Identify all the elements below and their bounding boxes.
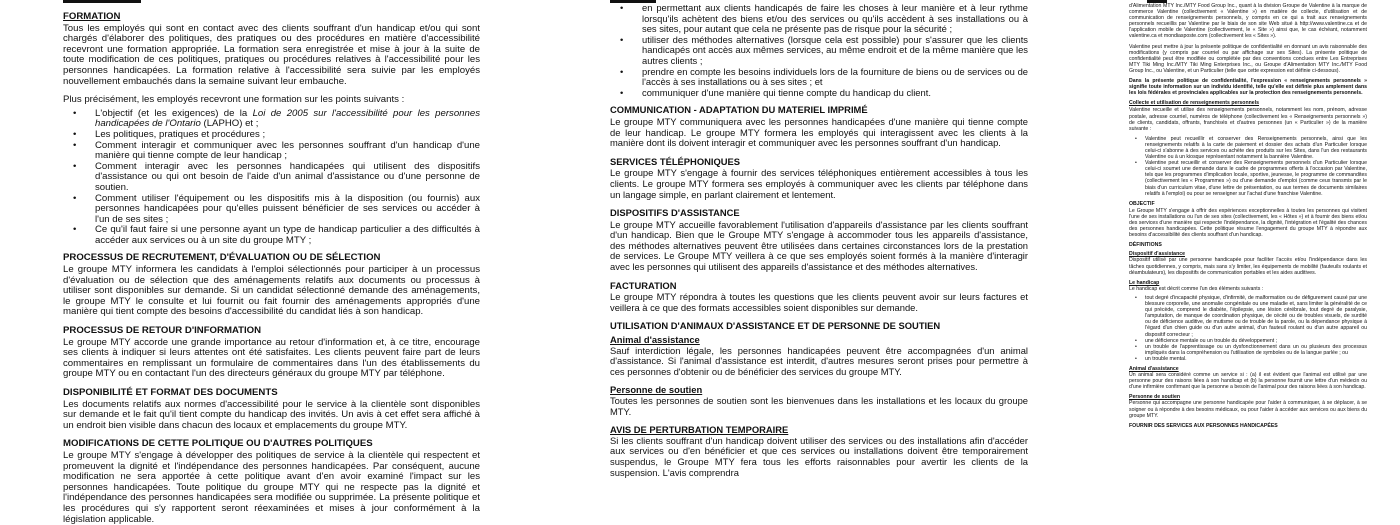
list-item: • Valentine peut recueillir et conserver des Renseignements personnels, ainsi que les renseignements relatifs à la carte de paiement et dossier des achats d'un Particulier lorsque celui-ci s'abonne à des services ou achète des produits sur les Sites, dans l'un des restaurants Valentine ou à un kiosque représentant notamment la bannière Valentine. — [1145, 136, 1367, 160]
recruitment-heading: PROCESSUS DE RECRUTEMENT, D'ÉVALUATION OU DE SÉLECTION — [63, 252, 381, 264]
phone-paragraph: Le groupe MTY s'engage à fournir des services téléphoniques entièrement accessibles à tous les clients. Le groupe MTY formera ses employés à communiquer avec les clients par téléphone dans un langage simple, en parlant clairement et lentement. — [610, 167, 1028, 200]
definitions-heading: DÉFINITIONS — [1129, 242, 1162, 249]
objectif-paragraph: Le Groupe MTY s'engage à offrir des expériences exceptionnelles à toutes les personnes qui visitent l'une de ses installations ou l'un de ses sites (collectivement, les « Hôtes ») et à fournir des biens et/ou des services d'une manière qui respecte l'indépendance, la dignité, l'intégration et l'égalité des chances des personnes handicapées. Cette politique résume l'engagement du groupe MTY à répondre aux besoins d'accessibilité des clients souffrant d'un handicap. — [1129, 207, 1367, 239]
list-item: • Ce qu'il faut faire si une personne ayant un type de handicap particulier a des difficultés à accéder aux services ou à un site du groupe MTY ; — [95, 225, 480, 246]
list-item: • utiliser des méthodes alternatives (lorsque cela est possible) pour s'assurer que les clients handicapés ont accès aux mêmes services, au même endroit et de la même manière que les autres clients ; — [642, 35, 1028, 67]
support-paragraph: Toutes les personnes de soutien sont les bienvenues dans les installations et les locaux du groupe MTY. — [610, 395, 1028, 417]
devices-heading: DISPOSITIFS D'ASSISTANCE — [610, 207, 740, 219]
objectif-heading: OBJECTIF — [1129, 200, 1155, 207]
services-heading: FOURNIR DES SERVICES AUX PERSONNES HANDICAPÉES — [1129, 422, 1278, 429]
formation-list — [63, 109, 480, 247]
billing-paragraph: Le groupe MTY répondra à toutes les questions que les clients peuvent avoir sur leurs factures et veillera à ce que des formats accessibles soient disponibles sur demande. — [610, 291, 1028, 313]
list-item: • une déficience mentale ou un trouble du développement ; — [1145, 338, 1367, 344]
intro-paragraph: d'Alimentation MTY Inc./MTY Food Group Inc., quant à la division Groupe de Valentine à la marque de commerce Valentine (collectivement « Valentine ») en matière de collecte, d'utilisation et de communication de renseignements personnels, y compris en ce qui a trait aux renseignements personnels recueillis par Valentine par le biais de son site Web situé à http://www.valentine.ca et de l'application mobile de Valentine (collectivement, le « Site ») ainsi que, le cas échéant, notamment valentine.ca et mondiasposte.com (collectivement les « Sites »). — [1129, 3, 1367, 40]
billing-heading: FACTURATION — [610, 279, 677, 291]
modifications-heading: MODIFICATIONS DE CETTE POLITIQUE OU D'AUTRES POLITIQUES — [63, 438, 373, 450]
feedback-paragraph: Le groupe MTY accorde une grande importance au retour d'information et, à ce titre, encourage ses clients à indiquer si leurs attentes ont été satisfaites. Les clients peuvent faire part de leurs commentaires en remplissant un formulaire de commentaires dans l'un des établissements du groupe MTY ou en contactant l'un des directeurs généraux du groupe MTY par téléphone. — [63, 336, 480, 380]
law-title: Loi de 2005 sur l'accessibilité pour les personnes handicapées de l'Ontario — [95, 107, 480, 130]
animals-heading: UTILISATION D'ANIMAUX D'ASSISTANCE ET DE PERSONNE DE SOUTIEN — [610, 320, 941, 332]
soutien-paragraph: Personne qui accompagne une personne handicapée pour l'aider à communiquer, à se déplacer, à se soigner ou à répondre à des besoins médicaux, ou pour l'aider à accéder aux services ou aux biens du groupe MTY. — [1129, 400, 1367, 419]
list-item: • un trouble mental. — [1145, 356, 1367, 362]
intro-paragraph: Valentine peut mettre à jour la présente politique de confidentialité en donnant un avis raisonnable des modifications (y compris par courriel ou par affichage sur ses Sites). La présente politique de confidentialité peut être modifiée ou complétée par des conventions conclues entre Les Entreprises MTY Tiki Ming Inc./MTY Tiki Ming Enterprises Inc., ou Groupe d'Alimentation MTY Inc./MTY Food Group Inc., ou Valentine, et un Particulier (telle que cette expression est définie ci-dessous). — [1129, 43, 1367, 74]
feedback-heading: PROCESSUS DE RETOUR D'INFORMATION — [63, 325, 262, 337]
dispositif-paragraph: Dispositif utilisé par une personne handicapée pour faciliter l'accès et/ou l'indépendance dans les tâches quotidiennes, y compris, mais sans s'y limiter, les équipements de mobilité (fauteuils roulants et déambulateurs), les dispositifs de communication portables et les aides auditives. — [1129, 257, 1367, 276]
list-item: • Comment interagir et communiquer avec les personnes souffrant d'un handicap d'une manière qui tienne compte de leur handicap ; — [95, 141, 480, 162]
list-item: • un trouble de l'apprentissage ou un dysfonctionnement dans un ou plusieurs des processus impliqués dans la compréhension ou l'utilisation de symboles ou de la langue parlée ; ou — [1145, 344, 1367, 356]
disruption-heading: AVIS DE PERTURBATION TEMPORAIRE — [610, 424, 789, 436]
handicap-subheading: Le handicap — [1129, 279, 1160, 286]
list-item: • Comment utiliser l'équipement ou les dispositifs mis à la disposition (ou fournis) aux personnes handicapées pour qu'elles puissent bénéficier de ses services ou accéder à l'un de ses sites ; — [95, 194, 480, 226]
animal-paragraph: Un animal sera considéré comme un service si : (a) il est évident que l'animal est utilisé par une personne pour des raisons liées à son handicap et (b) la personne fournit une lettre d'un médecin ou d'une infirmière confirmant que la personne a besoin de l'animal pour des raisons liées à son handicap. — [1129, 372, 1367, 391]
formation-heading: FORMATION — [63, 11, 121, 22]
animal-subheading: Animal d'assistance — [610, 334, 700, 346]
animal-subheading: Animal d'assistance — [1129, 365, 1179, 372]
support-subheading: Personne de soutien — [610, 384, 703, 396]
list-item: • Les politiques, pratiques et procédures ; — [95, 130, 480, 141]
definition-note: Dans la présente politique de confidentialité, l'expression « renseignements personnels » signifie toute information sur un individu identifié, telle qu'elle est définie plus amplement dans les lois fédérales et provinciales applicables sur la protection des renseignements personnels. — [1129, 78, 1367, 97]
recruitment-paragraph: Le groupe MTY informera les candidats à l'emploi sélectionnés pour participer à un processus d'évaluation ou de sélection que des aménagements relatifs aux documents ou processus à utiliser sont disponibles sur demande. Si un candidat sélectionné demande des aménagements, le groupe MTY le consulte et lui fournit ou fait fournir des aménagements appropriés d'une manière qui tient compte des besoins d'accessibilité du candidat liés à son handicap. — [63, 264, 480, 318]
handicap-paragraph: Le handicap est décrit comme l'un des éléments suivants : — [1129, 285, 1264, 292]
collect-heading: Collecte et utilisation de renseignements personnels — [1129, 100, 1260, 107]
top-rule — [63, 0, 141, 3]
collect-list — [1129, 136, 1367, 197]
formation-paragraph: Tous les employés qui sont en contact avec des clients souffrant d'un handicap et/ou qui sont chargés d'élaborer des politiques, des pratiques ou des procédures en matière d'accessibilité recevront une formation appropriée. La formation sera enregistrée et mise à jour à la suite de toute modification de ces politiques, pratiques ou procédures relatives à l'accessibilité pour les personnes handicapées. La formation relative à l'accessibilité sera suivie par les employés nouvellement embauchés dans la semaine suivant leur embauche. — [63, 22, 480, 87]
phone-heading: SERVICES TÉLÉPHONIQUES — [610, 155, 741, 167]
availability-heading: DISPONIBILITÉ ET FORMAT DES DOCUMENTS — [63, 387, 278, 398]
soutien-subheading: Personne de soutien — [1129, 394, 1181, 401]
dispositif-subheading: Dispositif d'assistance — [1129, 251, 1186, 258]
list-item: • Valentine peut recueillir et conserver des Renseignements personnels d'un Particulier lorsque celui-ci soumet une demande dans le cadre de programmes offerts à l'occasion par Valentine, tels que les programmes d'implication locale, sportive, jeunesse, le programme de commandites (collectivement les « Programmes ») ou d'une demande d'emploi (comme ceux transmis par le biais d'un curriculum vitae, d'une lettre de présentation, ou aux termes de documents similaires relatifs à l'emploi) ou pour se renseigner sur l'achat d'une franchise Valentine. — [1145, 160, 1367, 197]
handicap-list — [1129, 295, 1367, 362]
list-item: • prendre en compte les besoins individuels lors de la fourniture de biens ou de services ou de l'accès à ses installations ou à ses sites ; et — [642, 67, 1028, 88]
disruption-paragraph: Si les clients souffrant d'un handicap doivent utiliser des services ou des installations afin d'accéder aux services ou d'en bénéficier et que ces services ou installations doivent être temporairement suspendus, le Groupe MTY fera tous les efforts raisonnables pour avertir les clients de la suspension. L'avis comprendra — [610, 434, 1028, 478]
animal-paragraph: Sauf interdiction légale, les personnes handicapées peuvent être accompagnées d'un animal d'assistance. Si l'animal d'assistance est interdit, d'autres mesures seront prises pour permettre à ces personnes d'obtenir ou de bénéficier des services du groupe MTY. — [610, 344, 1028, 377]
document-page-left — [63, 0, 480, 525]
service-list — [610, 3, 1028, 98]
modifications-paragraph: Le groupe MTY s'engage à développer des politiques de service à la clientèle qui respectent et promeuvent la dignité et l'indépendance des personnes handicapées. Par conséquent, aucune modification ne sera apportée à cette politique avant d'en avoir examiné l'impact sur les personnes handicapées. Toute politique du groupe MTY qui ne respecte pas la dignité et l'indépendance des personnes handicapées sera modifiée ou supprimée. La présente politique et les procédures qui s'y rapportent seront réexaminées et mises à jour conformément à la législation applicable. — [63, 449, 480, 525]
communication-paragraph: Le groupe MTY communiquera avec les personnes handicapées d'une manière qui tienne compte de leur handicap. Le groupe MTY formera les employés qui interagissent avec les clients à la manière dont ils doivent interagir et communiquer avec les personnes souffrant d'un handicap. — [610, 115, 1028, 149]
formation-intro: Plus précisément, les employés recevront une formation sur les points suivants : — [63, 94, 405, 106]
list-item: • communiquer d'une manière qui tienne compte du handicap du client. — [642, 88, 1028, 99]
devices-paragraph: Le groupe MTY accueille favorablement l'utilisation d'appareils d'assistance par les clients souffrant d'un handicap. Bien que le Groupe MTY s'engage à accommoder tous les appareils d'assistance, des méthodes alternatives peuvent être utilisées dans certaines circonstances lors de la prestation de services. Le Groupe MTY veillera à ce que ses employés soient formés à la manière d'interagir avec les personnes qui utilisent des appareils d'assistance et des méthodes alternatives. — [610, 218, 1028, 273]
communication-heading: COMMUNICATION - ADAPTATION DU MATERIEL IMPRIMÉ — [610, 104, 868, 116]
list-item: • en permettant aux clients handicapés de faire les choses à leur manière et à leur rythme lorsqu'ils achètent des biens et/ou des services ou qu'ils accèdent à ses installations ou à ses sites, pour autant que cela ne présente pas de risque pour la sécurité ; — [642, 3, 1028, 35]
list-item: • Comment interagir avec les personnes handicapées qui utilisent des dispositifs d'assistance ou qui ont besoin de l'aide d'un animal d'assistance ou d'une personne de soutien. — [95, 162, 480, 194]
document-page-right — [1129, 0, 1367, 500]
availability-paragraph: Les documents relatifs aux normes d'accessibilité pour le service à la clientèle sont disponibles sur demande et le fait qu'il tient compte du handicap des invités. Un avis à cet effet sera affiché à un endroit bien visible dans chacun des locaux et emplacements du groupe MTY. — [63, 398, 480, 431]
list-item: • L'objectif (et les exigences) de la Loi de 2005 sur l'accessibilité pour les personnes handicapées de l'Ontario (LAPHO) et ; — [95, 109, 480, 130]
collect-paragraph: Valentine recueille et utilise des renseignements personnels, notamment les nom, prénom, adresse postale, adresse courriel, numéros de téléphone (collectivement les « Renseignements personnels ») de clients, candidats, offrants, franchisés et d'autres personnes (un « Particulier ») de la manière suivante : — [1129, 107, 1367, 132]
list-item: • tout degré d'incapacité physique, d'infirmité, de malformation ou de défigurement causé par une blessure corporelle, une anomalie congénitale ou une maladie et, sans limiter la généralité de ce qui précède, comprend le diabète, l'épilepsie, une lésion cérébrale, tout degré de paralysie, l'amputation, de manque de coordination physique, de cécité ou de troubles visuels, de surdité ou de déficience auditive, de mutisme ou de trouble de la parole, ou la dépendance physique à l'égard d'un chien guide ou d'un autre animal, d'un fauteuil roulant ou d'un autre appareil ou dispositif correcteur ; — [1145, 295, 1367, 338]
document-page-middle — [610, 0, 1028, 500]
